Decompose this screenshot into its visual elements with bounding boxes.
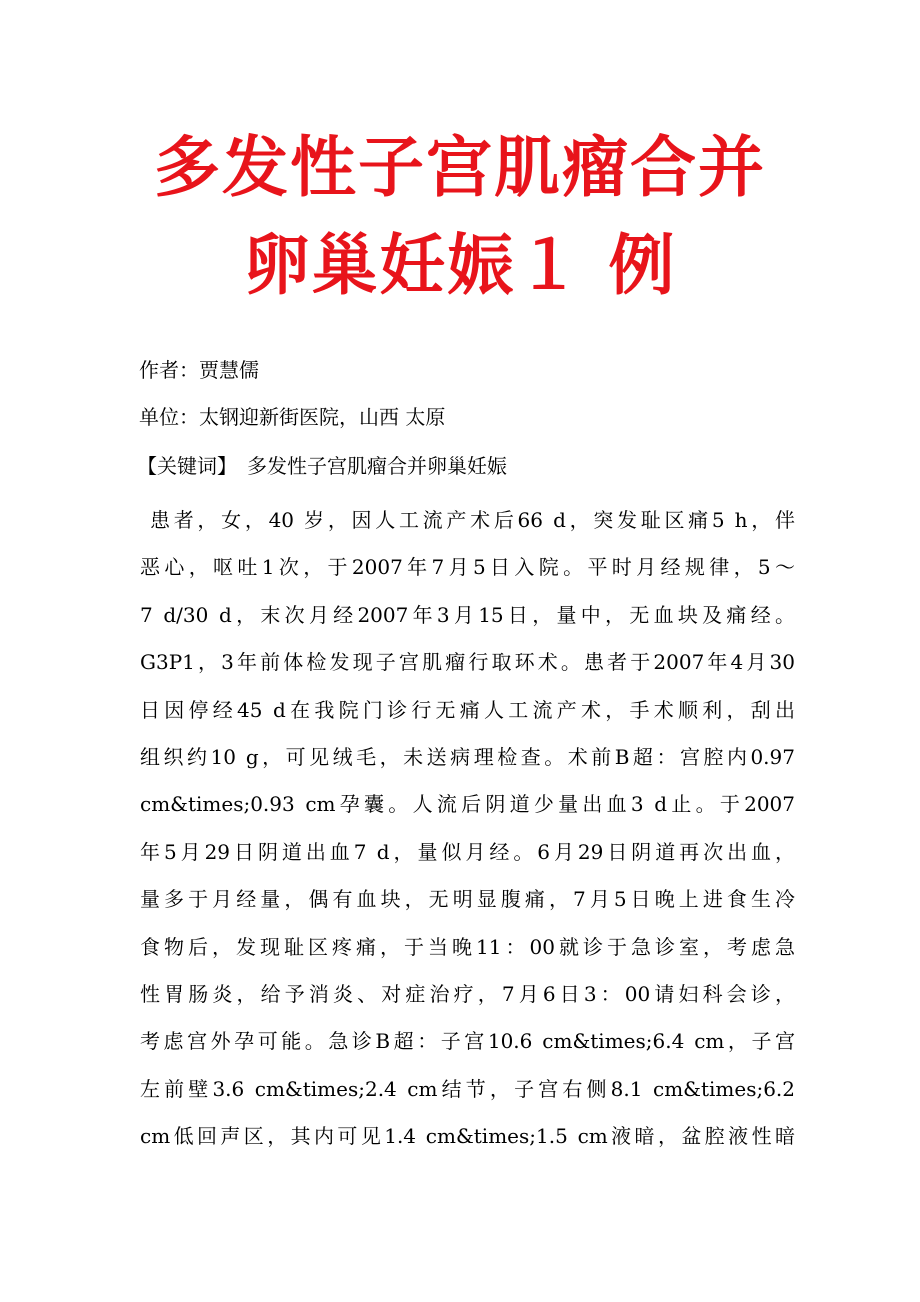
author-line: 作者：贾慧儒	[139, 358, 259, 382]
body-line: 量多于月经量，偶有血块，无明显腹痛，7月5日晚上进食生冷	[140, 887, 795, 912]
body-line: 患者，女，40 岁，因人工流产术后66 d，突发耻区痛5 h，伴	[150, 508, 795, 532]
unit-line: 单位：太钢迎新街医院，山西 太原	[139, 405, 446, 429]
keywords-line	[137, 453, 507, 479]
body-line: G3P1，3年前体检发现子宫肌瘤行取环术。患者于2007年4月30	[140, 650, 795, 675]
body-line: 组织约10 g，可见绒毛，未送病理检查。术前B超：宫腔内0.97	[140, 744, 795, 769]
body-line: 考虑宫外孕可能。急诊B超：子宫10.6 cm&times;6.4 cm，子宫	[140, 1029, 795, 1054]
body-line: 性胃肠炎，给予消炎、对症治疗，7月6日3：00请妇科会诊，	[140, 981, 795, 1006]
body-line: 日因停经45 d在我院门诊行无痛人工流产术，手术顺利，刮出	[140, 697, 795, 722]
keywords-label: 【关键词】	[137, 454, 237, 478]
document-title-line-1: 多发性子宫肌瘤合并	[154, 128, 766, 206]
body-line: 左前壁3.6 cm&times;2.4 cm结节，子宫右侧8.1 cm&times;6.2	[140, 1076, 795, 1101]
body-line: cm低回声区，其内可见1.4 cm&times;1.5 cm液暗，盆腔液性暗	[140, 1124, 795, 1149]
keywords-value: 多发性子宫肌瘤合并卵巢妊娠	[247, 454, 507, 478]
document-title-line-2: 卵巢妊娠１ 例	[243, 226, 677, 304]
body-line: 食物后，发现耻区疼痛，于当晚11：00就诊于急诊室，考虑急	[140, 934, 795, 959]
body-line: 7 d/30 d，末次月经2007年3月15日，量中，无血块及痛经。	[140, 602, 795, 627]
body-line: 恶心，呕吐1次，于2007年7月5日入院。平时月经规律，5～	[140, 555, 795, 580]
body-paragraph	[140, 497, 795, 1160]
body-line: 年5月29日阴道出血7 d，量似月经。6月29日阴道再次出血，	[140, 839, 795, 864]
body-line: cm&times;0.93 cm孕囊。人流后阴道少量出血3 d止。于2007	[140, 792, 795, 817]
